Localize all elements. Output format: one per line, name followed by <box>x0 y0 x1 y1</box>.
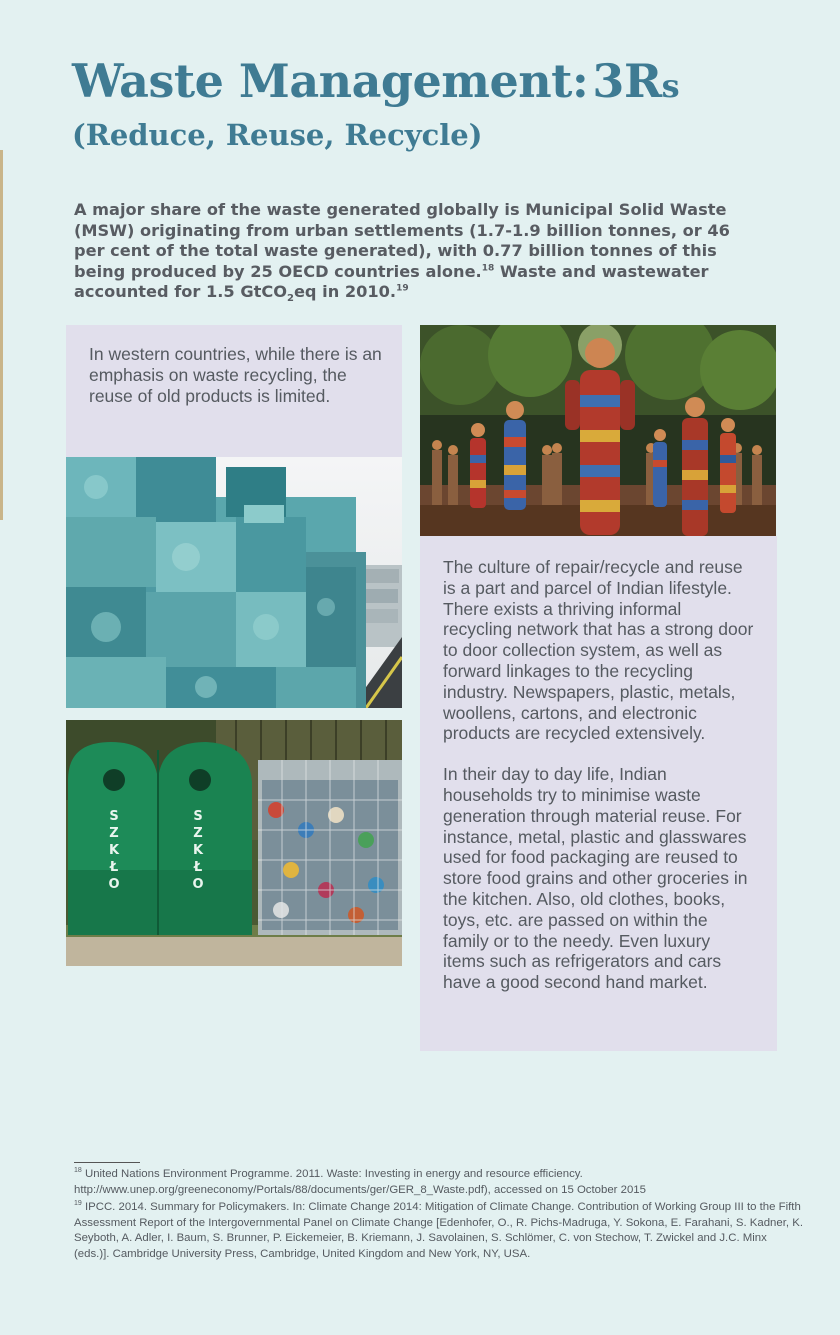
page-edge-marker <box>0 150 3 520</box>
recycled-sculptures-photo <box>420 325 776 536</box>
bin-label-right: SZKŁO <box>192 809 204 892</box>
indian-lifestyle-box <box>420 536 777 1051</box>
page-title: Waste Management:3Rs <box>72 54 680 108</box>
repair-recycle-paragraph: The culture of repair/recycle and reuse is a part and parcel of Indian lifestyle. There exists a thriving informal recycling network that has a strong door to door collection system, as well as forward linkages to the recycling industry. Newspapers, plastic, metals, woollens, cartons, and electronic products are recycled extensively. <box>443 557 754 744</box>
western-countries-text: In western countries, while there is an emphasis on waste recycling, the reuse of old products is limited. <box>89 344 382 406</box>
page-subtitle: (Reduce, Reuse, Recycle) <box>72 118 483 152</box>
footnote-ref-18: 18 <box>481 263 495 274</box>
glass-recycling-bins-photo <box>66 720 402 966</box>
intro-paragraph: A major share of the waste generated globally is Municipal Solid Waste (MSW) originating from urban settlements (1.7-1.9 billion tonnes, or 46 per cent of the total waste generated), with 0.77 billion tonnes of this being produced by 25 OECD countries alone.$^{18}$ Waste and wastewater accounted for 1.5 GtCO$_2$eq in 2010.19 <box>74 200 730 305</box>
western-countries-box <box>66 325 402 457</box>
bin-label-left: SZKŁO <box>108 809 120 892</box>
footnote-19: $^{19}$ IPCC. 2014. Summary for Policymakers. In: Climate Change 2014: Mitigation of Climate Change. Contribution of Working Group III to the Fifth Assessment Report of the Intergovernmental Panel on Climate Change [Edenhofer, O., R. Pichs-Madruga, Y. Sokona, E. Farahani, S. Kadner, K. Seyboth, A. Adler, I. Baum, S. Brunner, P. Eickemeier, B. Kriemann, J. Savolainen, S. Schlömer, C. von Stechow, T. Zwickel and J.C. Minx (eds.)]. Cambridge University Press, Cambridge, United Kingdom and New York, NY, USA. <box>74 1200 803 1260</box>
material-reuse-paragraph: In their day to day life, Indian households try to minimise waste generation through material reuse. For instance, metal, plastic and glasswares used for food packaging are reused to store food grains and other groceries in the kitchen. Also, old clothes, books, toys, etc. are passed on within the family or to the needy. Even luxury items such as refrigerators and cars have a good second hand market. <box>443 764 748 993</box>
footnote-divider <box>74 1162 140 1163</box>
footnote-18: $^{18}$ United Nations Environment Programme. 2011. Waste: Investing in energy and resource efficiency. http://www.unep.org/greeneconomy/Portals/88/documents/ger/GER_8_Waste.pdf), accessed on 15 October 2015 <box>74 1167 646 1196</box>
footnote-ref-19: 19 <box>396 283 409 294</box>
plastic-bales-photo <box>66 457 402 708</box>
